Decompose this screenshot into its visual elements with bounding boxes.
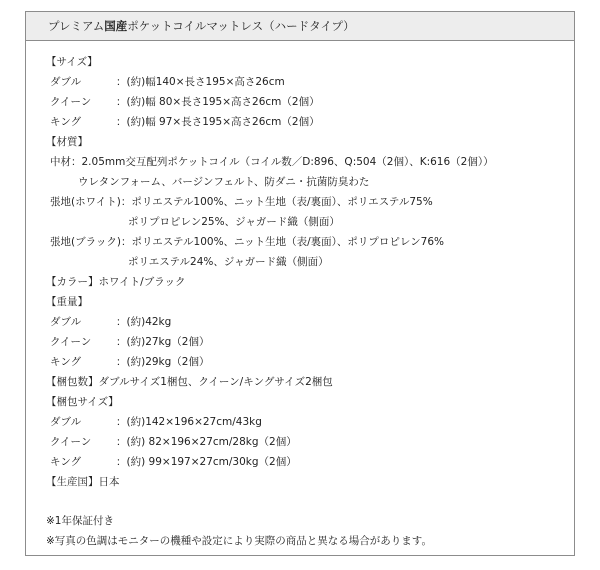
row-label: キング [50,456,82,468]
note-color: ※写真の色調はモニターの機種や設定により実際の商品と異なる場合があります。 [46,535,432,547]
package-size-heading: 【梱包サイズ】 [46,396,119,408]
color-line: 【カラー】ホワイト/ブラック [46,276,186,288]
title-bold: 国産 [104,19,128,33]
row-value: ：(約)幅 80×長さ195×高さ26cm（2個） [116,96,320,108]
row-value: ：(約)幅 97×長さ195×高さ26cm（2個） [116,116,320,128]
row-label: クイーン [50,336,92,348]
row-label: クイーン [50,436,92,448]
package-count-line: 【梱包数】ダブルサイズ1梱包、クイーン/キングサイズ2梱包 [46,376,333,388]
weight-heading: 【重量】 [46,296,88,308]
material-black-line2: ポリエステル24%、ジャガード織（側面） [128,256,329,268]
row-value: ：(約)42kg [116,316,172,328]
row-label: ダブル [50,316,82,328]
title-suffix: ポケットコイルマットレス（ハードタイプ） [127,19,355,33]
row-label: ダブル [50,76,82,88]
spec-panel [25,11,575,556]
material-heading: 【材質】 [46,136,88,148]
row-value: ：(約)幅140×長さ195×高さ26cm [116,76,285,88]
material-white-line2: ポリプロピレン25%、ジャガード織（側面） [128,216,340,228]
row-label: キング [50,116,82,128]
row-value: ：(約) 82×196×27cm/28kg（2個） [116,436,297,448]
product-title [48,19,355,33]
row-value: ：(約) 99×197×27cm/30kg（2個） [116,456,297,468]
row-label: キング [50,356,82,368]
material-white-line1: 張地(ホワイト)：ポリエステル100%、ニット生地（表/裏面）、ポリエステル75% [50,196,433,208]
row-value: ：(約)142×196×27cm/43kg [116,416,262,428]
row-value: ：(約)29kg（2個） [116,356,210,368]
material-black-line1: 張地(ブラック)：ポリエステル100%、ニット生地（表/裏面）、ポリプロピレン76% [50,236,444,248]
origin-line: 【生産国】日本 [46,476,120,488]
material-core-line2: ウレタンフォーム、バージンフェルト、防ダニ・抗菌防臭わた [78,176,370,188]
size-heading: 【サイズ】 [46,56,98,68]
row-label: クイーン [50,96,92,108]
row-value: ：(約)27kg（2個） [116,336,210,348]
row-label: ダブル [50,416,82,428]
note-warranty: ※1年保証付き [46,515,114,527]
title-prefix: プレミアム [48,19,105,33]
material-core-line1: 中材：2.05mm交互配列ポケットコイル（コイル数／D:896、Q:504（2個）、K:616（2個）） [50,156,494,168]
panel-header [26,12,574,41]
